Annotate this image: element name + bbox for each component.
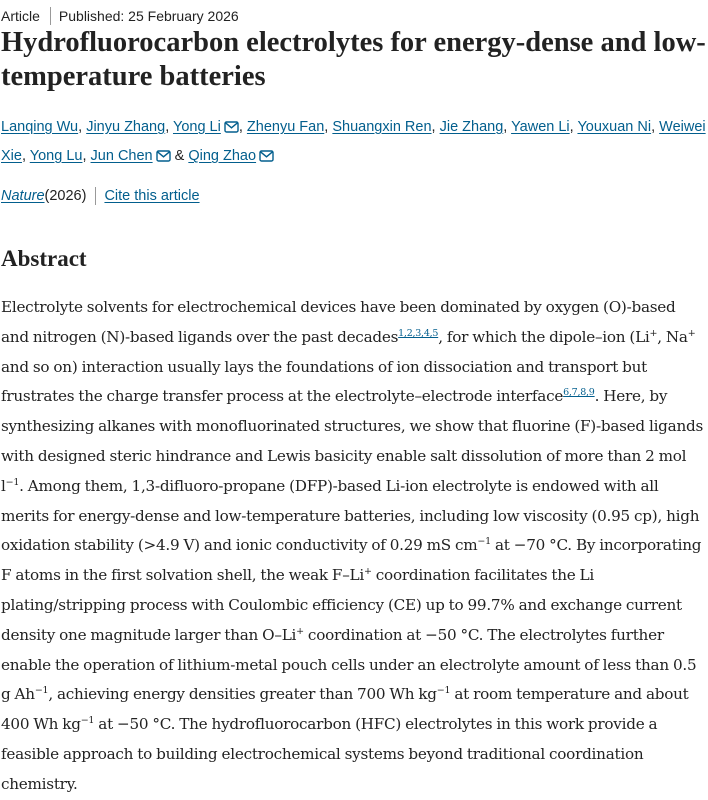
- author-link[interactable]: Yong Lu: [29, 148, 83, 164]
- reference-links-2[interactable]: 6,7,8,9: [563, 387, 595, 399]
- author-link[interactable]: Jun Chen: [90, 148, 153, 164]
- author-link[interactable]: Zhenyu Fan: [246, 119, 325, 135]
- author-list: [1, 113, 707, 171]
- author-link[interactable]: Yawen Li: [511, 119, 570, 135]
- abstract-segment: . Here, by synthesizing alkanes with monofluorinated structures, we show that fluorine (F)-based ligands with designed steric hindrance and Lewis basicity enable salt dissolution of more than 2 mol l: [1, 387, 704, 495]
- author-link[interactable]: Qing Zhao: [188, 148, 257, 164]
- abstract-segment: , Na: [657, 327, 688, 346]
- journal-link[interactable]: Nature: [1, 188, 45, 204]
- author-link[interactable]: Lanqing Wu: [1, 119, 79, 135]
- article-type: Article: [1, 8, 40, 24]
- abstract-segment: Electrolyte solvents for electrochemical devices have been dominated by oxygen (O)-based and nitrogen (N)-based ligands over the past decades: [1, 298, 676, 346]
- abstract-segment: coordination at −50 °C. The electrolytes further enable the operation of lithium-metal pouch cells under an electrolyte amount of less than 0.5 g Ah: [1, 625, 697, 704]
- meta-divider: [50, 7, 51, 25]
- author-link[interactable]: Weiwei Xie: [1, 119, 706, 164]
- abstract-text: [1, 293, 707, 800]
- article-meta: [1, 6, 239, 26]
- abstract-heading: Abstract: [1, 246, 87, 271]
- cite-article-link[interactable]: Cite this article: [104, 188, 200, 204]
- author-separator: ,: [569, 119, 578, 135]
- superscript: −1: [80, 715, 95, 727]
- author-separator: ,: [78, 119, 87, 135]
- author-link[interactable]: Jinyu Zhang: [86, 119, 166, 135]
- author-separator: ,: [238, 119, 247, 135]
- superscript: +: [296, 625, 304, 637]
- superscript: −1: [5, 476, 20, 488]
- author-link[interactable]: Jie Zhang: [439, 119, 504, 135]
- superscript: −1: [34, 685, 49, 697]
- author-separator: ,: [651, 119, 660, 135]
- article-title: Hydrofluorocarbon electrolytes for energy-dense and low-temperature batteries: [1, 27, 706, 92]
- author-link[interactable]: Youxuan Ni: [577, 119, 652, 135]
- envelope-icon[interactable]: [224, 121, 239, 133]
- author-separator: &: [170, 148, 189, 164]
- author-link[interactable]: Shuangxin Ren: [332, 119, 432, 135]
- abstract-segment: at −70 °C. By incorporating F atoms in the first solvation shell, the weak F–Li: [1, 536, 702, 585]
- abstract-segment: and so on) interaction usually lays the foundations of ion dissociation and transport but frustrates the charge transfer process at the electrolyte–electrode interface: [1, 357, 647, 406]
- author-separator: ,: [503, 119, 512, 135]
- abstract-segment: coordination facilitates the Li plating/stripping process with Coulombic efficiency (CE) up to 99.7% and exchange current density one magnitude larger than O–Li: [1, 566, 682, 644]
- superscript: −1: [436, 685, 451, 697]
- abstract-segment: at −50 °C. The hydrofluorocarbon (HFC) electrolytes in this work provide a feasible approach to building electrochemical systems beyond traditional coordination chemistry.: [1, 715, 658, 793]
- author-separator: ,: [82, 148, 91, 164]
- abstract-segment: at room temperature and about 400 Wh kg: [1, 685, 689, 734]
- author-separator: ,: [324, 119, 333, 135]
- citation-divider: [95, 187, 96, 205]
- author-separator: ,: [431, 119, 440, 135]
- citation-line: [1, 186, 200, 206]
- superscript: −1: [477, 536, 491, 548]
- published-date: Published: 25 February 2026: [58, 8, 239, 24]
- reference-links-1[interactable]: 1,2,3,4,5: [398, 327, 439, 339]
- abstract-segment: . Among them, 1,3-difluoro-propane (DFP)-based Li-ion electrolyte is endowed with all merits for energy-dense and low-temperature batteries, including low viscosity (0.95 cp), high oxidation stability (>4.9 V) and ionic conductivity of 0.29 mS cm: [1, 476, 700, 555]
- author-separator: ,: [21, 148, 30, 164]
- envelope-icon[interactable]: [259, 150, 274, 162]
- superscript: +: [649, 327, 658, 339]
- author-link[interactable]: Yong Li: [172, 119, 221, 135]
- abstract-segment: , achieving energy densities greater than 700 Wh kg: [48, 685, 437, 704]
- envelope-icon[interactable]: [156, 150, 171, 162]
- superscript: +: [687, 327, 696, 339]
- publication-year: (2026): [44, 188, 87, 204]
- superscript: +: [364, 566, 372, 578]
- author-separator: ,: [165, 119, 173, 135]
- abstract-segment: , for which the dipole–ion (Li: [438, 327, 650, 346]
